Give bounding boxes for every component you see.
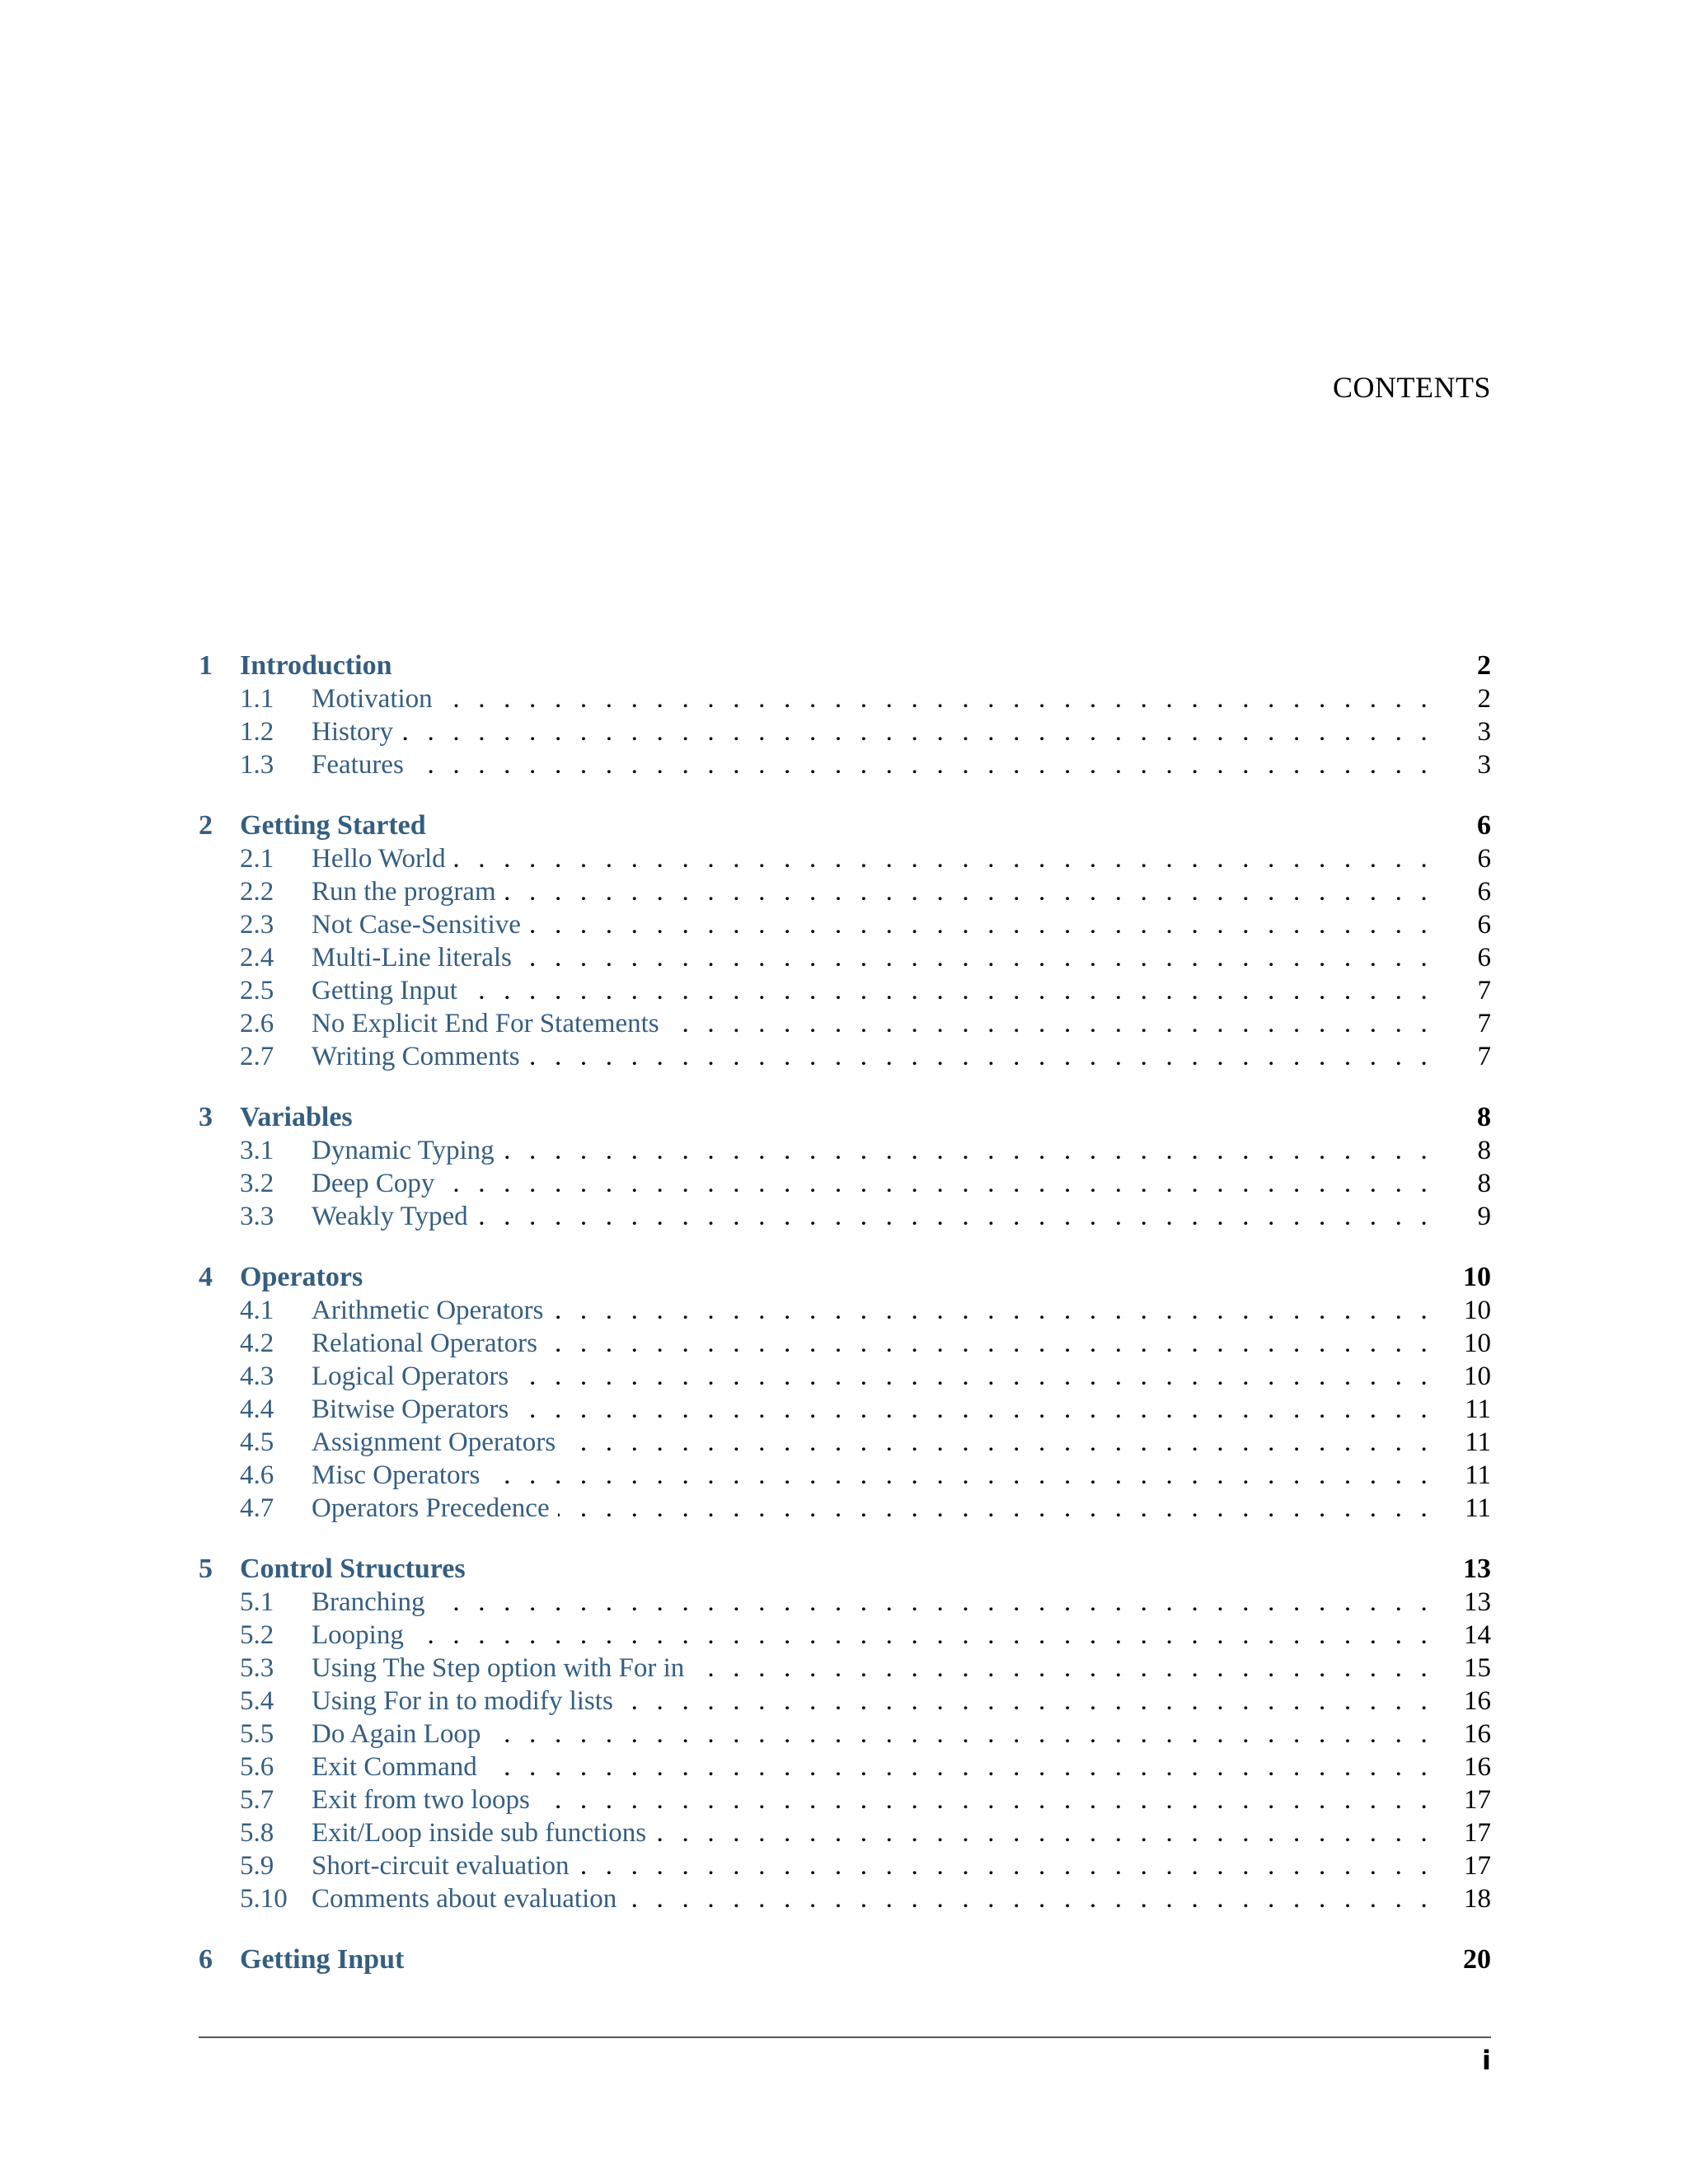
chapter-title-link[interactable]: Variables <box>240 1102 353 1132</box>
section-title-link[interactable]: Weakly Typed <box>312 1200 476 1233</box>
section-page-number: 8 <box>1477 1136 1491 1165</box>
section-title-link[interactable]: Hello World <box>312 842 454 875</box>
section-title-link[interactable]: No Explicit End For Statements <box>312 1007 668 1040</box>
section-number[interactable]: 5.1 <box>240 1587 274 1617</box>
section-number[interactable]: 3.1 <box>240 1136 274 1165</box>
toc-section-entry[interactable] <box>199 1750 1491 1783</box>
section-page-number: 17 <box>1464 1851 1491 1881</box>
section-number[interactable]: 4.6 <box>240 1460 274 1490</box>
toc-section-entry[interactable] <box>199 1040 1491 1073</box>
toc-section-entry[interactable] <box>199 842 1491 875</box>
section-title-link[interactable]: Bitwise Operators <box>312 1393 517 1426</box>
section-page-number: 13 <box>1464 1587 1491 1617</box>
chapter-page-number: 2 <box>1477 650 1491 681</box>
section-number[interactable]: 5.5 <box>240 1719 274 1749</box>
footer-rule <box>199 2036 1491 2038</box>
chapter-page-number: 10 <box>1463 1262 1491 1292</box>
toc-chapter <box>199 1553 1491 1915</box>
section-title-link[interactable]: Features <box>312 748 412 781</box>
toc-section-entry[interactable] <box>199 1134 1491 1167</box>
section-number[interactable]: 4.2 <box>240 1329 274 1358</box>
section-title-link[interactable]: Run the program <box>312 875 504 908</box>
toc-section-entry[interactable] <box>199 1294 1491 1327</box>
section-title-link[interactable]: Branching <box>312 1586 433 1619</box>
toc-chapter-entry[interactable] <box>199 809 1491 842</box>
toc-chapter <box>199 1261 1491 1525</box>
section-page-number: 7 <box>1477 976 1491 1005</box>
section-title-link[interactable]: Exit Command <box>312 1750 485 1783</box>
chapter-page-number: 20 <box>1463 1944 1491 1975</box>
toc-section-entry[interactable] <box>199 1393 1491 1426</box>
section-page-number: 3 <box>1477 750 1491 780</box>
toc-section-entry[interactable] <box>199 1167 1491 1200</box>
section-title-link[interactable]: Logical Operators <box>312 1360 517 1393</box>
section-number[interactable]: 4.5 <box>240 1427 274 1457</box>
toc-section-entry[interactable] <box>199 1783 1491 1816</box>
chapter-title-link[interactable]: Getting Input <box>240 1944 405 1975</box>
section-title-link[interactable]: Relational Operators <box>312 1327 546 1360</box>
toc-section-entry[interactable] <box>199 875 1491 908</box>
section-page-number: 16 <box>1464 1752 1491 1782</box>
toc-section-entry[interactable] <box>199 682 1491 715</box>
toc-chapter <box>199 649 1491 781</box>
section-page-number: 17 <box>1464 1785 1491 1815</box>
toc-section-entry[interactable] <box>199 748 1491 781</box>
section-page-number: 2 <box>1477 684 1491 714</box>
toc-section-entry[interactable] <box>199 1586 1491 1619</box>
table-of-contents <box>199 649 1491 2004</box>
section-number[interactable]: 2.5 <box>240 976 274 1005</box>
section-page-number: 6 <box>1477 844 1491 874</box>
section-number[interactable]: 3.2 <box>240 1169 274 1198</box>
section-number[interactable]: 5.3 <box>240 1653 274 1683</box>
page-number: i <box>1482 2045 1491 2076</box>
section-number[interactable]: 2.4 <box>240 943 274 972</box>
dot-leader <box>312 974 1433 1007</box>
dot-leader <box>312 1167 1433 1200</box>
chapter-number[interactable]: 2 <box>199 810 213 841</box>
section-page-number: 16 <box>1464 1686 1491 1716</box>
toc-section-entry[interactable] <box>199 715 1491 748</box>
toc-section-entry[interactable] <box>199 1327 1491 1360</box>
section-title-link[interactable]: Getting Input <box>312 974 466 1007</box>
chapter-title-link[interactable]: Operators <box>240 1262 363 1292</box>
section-title-link[interactable]: Assignment Operators <box>312 1426 564 1459</box>
section-page-number: 10 <box>1464 1361 1491 1391</box>
section-page-number: 17 <box>1464 1818 1491 1848</box>
chapter-number[interactable]: 4 <box>199 1262 213 1292</box>
section-page-number: 14 <box>1464 1620 1491 1650</box>
section-title-link[interactable]: Misc Operators <box>312 1459 488 1492</box>
toc-chapter-entry[interactable] <box>199 1101 1491 1134</box>
section-page-number: 18 <box>1464 1884 1491 1914</box>
section-page-number: 11 <box>1465 1427 1491 1457</box>
section-page-number: 11 <box>1465 1460 1491 1490</box>
section-number[interactable]: 4.1 <box>240 1296 274 1325</box>
section-number[interactable]: 2.7 <box>240 1042 274 1071</box>
section-title-link[interactable]: Not Case-Sensitive <box>312 908 529 941</box>
chapter-title-link[interactable]: Introduction <box>240 650 392 681</box>
section-number[interactable]: 1.3 <box>240 750 274 780</box>
toc-section-entry[interactable] <box>199 1652 1491 1685</box>
chapter-number[interactable]: 5 <box>199 1554 213 1584</box>
toc-chapter <box>199 809 1491 1073</box>
dot-leader <box>312 748 1433 781</box>
toc-section-entry[interactable] <box>199 1816 1491 1849</box>
toc-chapter <box>199 1101 1491 1233</box>
toc-section-entry[interactable] <box>199 974 1491 1007</box>
section-number[interactable]: 4.4 <box>240 1394 274 1424</box>
toc-section-entry[interactable] <box>199 1426 1491 1459</box>
toc-chapter-entry[interactable] <box>199 1943 1491 1976</box>
dot-leader <box>312 1200 1433 1233</box>
section-title-link[interactable]: Do Again Loop <box>312 1718 489 1750</box>
toc-section-entry[interactable] <box>199 1619 1491 1652</box>
section-number[interactable]: 2.1 <box>240 844 274 874</box>
section-page-number: 7 <box>1477 1009 1491 1038</box>
section-page-number: 6 <box>1477 877 1491 907</box>
section-number[interactable]: 3.3 <box>240 1202 274 1231</box>
toc-chapter-entry[interactable] <box>199 1261 1491 1294</box>
section-number[interactable]: 2.2 <box>240 877 274 907</box>
chapter-number[interactable]: 6 <box>199 1944 213 1975</box>
toc-section-entry[interactable] <box>199 1200 1491 1233</box>
section-number[interactable]: 1.2 <box>240 717 274 747</box>
section-page-number: 16 <box>1464 1719 1491 1749</box>
section-number[interactable]: 5.10 <box>240 1884 288 1914</box>
section-page-number: 11 <box>1465 1394 1491 1424</box>
section-title-link[interactable]: Using For in to modify lists <box>312 1685 621 1718</box>
section-title-link[interactable]: Looping <box>312 1619 412 1652</box>
toc-chapter-entry[interactable] <box>199 1553 1491 1586</box>
section-title-link[interactable]: Short-circuit evaluation <box>312 1849 578 1882</box>
dot-leader <box>312 1619 1433 1652</box>
section-number[interactable]: 4.7 <box>240 1493 274 1523</box>
section-number[interactable]: 2.6 <box>240 1009 274 1038</box>
toc-section-entry[interactable] <box>199 1718 1491 1750</box>
section-number[interactable]: 5.6 <box>240 1752 274 1782</box>
section-title-link[interactable]: Dynamic Typing <box>312 1134 503 1167</box>
section-title-link[interactable]: Arithmetic Operators <box>312 1294 551 1327</box>
section-title-link[interactable]: Operators Precedence <box>312 1492 558 1525</box>
section-title-link[interactable]: Multi-Line literals <box>312 941 520 974</box>
section-title-link[interactable]: Exit/Loop inside sub functions <box>312 1816 654 1849</box>
toc-section-entry[interactable] <box>199 1360 1491 1393</box>
toc-section-entry[interactable] <box>199 1882 1491 1915</box>
toc-section-entry[interactable] <box>199 1685 1491 1718</box>
chapter-page-number: 6 <box>1477 810 1491 841</box>
toc-section-entry[interactable] <box>199 1459 1491 1492</box>
section-page-number: 6 <box>1477 943 1491 972</box>
section-number[interactable]: 5.8 <box>240 1818 274 1848</box>
section-number[interactable]: 2.3 <box>240 910 274 940</box>
running-head: CONTENTS <box>1333 371 1491 404</box>
section-number[interactable]: 5.9 <box>240 1851 274 1881</box>
section-title-link[interactable]: Comments about evaluation <box>312 1882 625 1915</box>
section-number[interactable]: 1.1 <box>240 684 274 714</box>
section-page-number: 8 <box>1477 1169 1491 1198</box>
section-number[interactable]: 5.4 <box>240 1686 274 1716</box>
section-page-number: 11 <box>1465 1493 1491 1523</box>
dot-leader <box>312 842 1433 875</box>
section-number[interactable]: 5.7 <box>240 1785 274 1815</box>
section-page-number: 6 <box>1477 910 1491 940</box>
section-title-link[interactable]: Exit from two loops <box>312 1783 538 1816</box>
chapter-number[interactable]: 1 <box>199 650 213 681</box>
toc-section-entry[interactable] <box>199 1007 1491 1040</box>
section-page-number: 10 <box>1464 1329 1491 1358</box>
dot-leader <box>312 715 1433 748</box>
toc-section-entry[interactable] <box>199 941 1491 974</box>
chapter-number[interactable]: 3 <box>199 1102 213 1132</box>
dot-leader <box>312 682 1433 715</box>
chapter-page-number: 13 <box>1463 1554 1491 1584</box>
toc-section-entry[interactable] <box>199 908 1491 941</box>
chapter-page-number: 8 <box>1477 1102 1491 1132</box>
toc-chapter <box>199 1943 1491 1976</box>
section-number[interactable]: 4.3 <box>240 1361 274 1391</box>
chapter-title-link[interactable]: Getting Started <box>240 810 426 841</box>
section-number[interactable]: 5.2 <box>240 1620 274 1650</box>
toc-section-entry[interactable] <box>199 1492 1491 1525</box>
section-title-link[interactable]: Writing Comments <box>312 1040 528 1073</box>
section-page-number: 9 <box>1477 1202 1491 1231</box>
chapter-title-link[interactable]: Control Structures <box>240 1554 466 1584</box>
toc-section-entry[interactable] <box>199 1849 1491 1882</box>
section-title-link[interactable]: Using The Step option with For in <box>312 1652 692 1685</box>
section-page-number: 3 <box>1477 717 1491 747</box>
section-title-link[interactable]: History <box>312 715 401 748</box>
toc-chapter-entry[interactable] <box>199 649 1491 682</box>
section-page-number: 10 <box>1464 1296 1491 1325</box>
dot-leader <box>312 1586 1433 1619</box>
section-page-number: 15 <box>1464 1653 1491 1683</box>
section-title-link[interactable]: Deep Copy <box>312 1167 443 1200</box>
section-title-link[interactable]: Motivation <box>312 682 441 715</box>
section-page-number: 7 <box>1477 1042 1491 1071</box>
